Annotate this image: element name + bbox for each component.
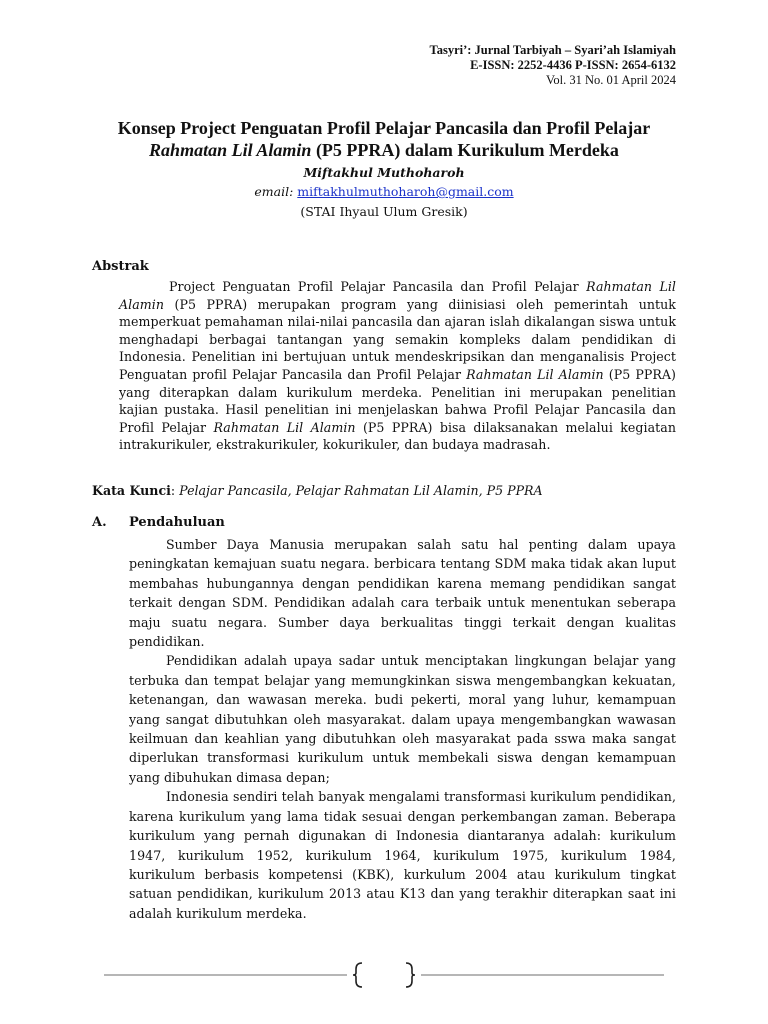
abstract-italic-term: Rahmatan Lil Alamin [213, 419, 356, 435]
abstract-text: (P5 PPRA) bisa dilaksanakan melalui kegiatan intrakurikuler, ekstrakurikuler, kokurikuler, dan budaya madrasah. [119, 419, 676, 453]
abstract-text: Project Penguatan Profil Pelajar Pancasila dan Profil Pelajar [169, 279, 587, 294]
keywords-colon: : [170, 483, 180, 498]
abstract-text: (P5 PPRA) yang diterapkan dalam kurikulum merdeka. Penelitian ini merupakan penelitian kajian pustaka. Hasil penelitian ini menjelaskan bahwa Profil Pelajar Pancasila dan Profil Pelajar [119, 366, 677, 435]
title-line-1: Konsep Project Penguatan Profil Pelajar Pancasila dan Profil Pelajar [117, 118, 651, 138]
keywords-value: Pelajar Pancasila, Pelajar Rahmatan Lil Alamin, P5 PPRA [179, 483, 543, 498]
email-label: email: [254, 184, 298, 199]
keywords-label: Kata Kunci [92, 483, 171, 498]
footer-ornament [104, 958, 664, 998]
journal-name: Tasyri’: Jurnal Tarbiyah – Syari’ah Islamiyah [429, 43, 676, 57]
body-paragraph-2: Pendidikan adalah upaya sadar untuk menciptakan lingkungan belajar yang terbuka dan tempat belajar yang memungkinkan siswa mengembangkan kekuatan, ketenangan, dan wawasan mereka. budi pekerti, moral yang luhur, kemampuan yang sangat dibutuhkan oleh masyarakat. dalam upaya mengembangkan wawasan keilmuan dan keahlian yang dibutuhkan oleh masyarakat pada sswa maka sangat diperlukan transformasi kurikulum untuk membekali siswa dengan kemampuan yang dibuhukan dimasa depan; [129, 653, 676, 785]
abstract-italic-term: Rahmatan Lil Alamin [466, 366, 604, 382]
keywords [92, 483, 543, 498]
journal-header [430, 43, 676, 88]
body-paragraph-3: Indonesia sendiri telah banyak mengalami transformasi kurikulum pendidikan, karena kurikulum yang lama tidak sesuai dengan perkembangan zaman. Beberapa kurikulum yang pernah digunakan di Indonesia diantaranya adalah: kurikulum 1947, kurikulum 1952, kurikulum 1964, kurikulum 1975, kurikulum 1984, kurikulum berbasis kompetensi (KBK), kurkulum 2004 atau kurikulum tingkat satuan pendidikan, kurikulum 2013 atau K13 dan yang terakhir diterapkan saat ini adalah kurikulum merdeka. [129, 789, 676, 921]
section-title: Pendahuluan [129, 515, 225, 530]
body-paragraph-1: Sumber Daya Manusia merupakan salah satu hal penting dalam upaya peningkatan kemajuan suatu negara. berbicara tentang SDM maka tidak akan luput membahas hubungannya dengan pendidikan karena memang pendidikan sangat terkait dengan SDM. Pendidikan adalah cara terbaik untuk menentukan seberapa maju suatu negara. Sumber daya berkualitas tinggi terkait dengan kualitas pendidikan. [129, 537, 676, 650]
journal-issn: E-ISSN: 2252-4436 P-ISSN: 2654-6132 [470, 58, 676, 72]
abstract-paragraph [119, 278, 676, 454]
journal-volume: Vol. 31 No. 01 April 2024 [546, 73, 676, 87]
abstract-heading: Abstrak [92, 259, 149, 274]
page-footer [104, 958, 664, 998]
author-email-line [92, 182, 676, 201]
abstract-body [119, 278, 676, 454]
author-name: Miftakhul Muthoharoh [303, 165, 465, 180]
footer-bracket-right [406, 963, 415, 987]
abstract-italic-term: Rahmatan Lil Alamin [119, 279, 677, 312]
author-block [92, 163, 676, 221]
email-link[interactable]: miftakhulmuthoharoh@gmail.com [297, 184, 514, 199]
title-line-2-rest: (P5 PPRA) dalam Kurikulum Merdeka [311, 140, 619, 160]
title-line-2 [92, 139, 676, 161]
footer-bracket-left [353, 963, 362, 987]
section-body [129, 535, 676, 923]
paper-title [92, 117, 676, 161]
abstract-text: (P5 PPRA) merupakan program yang diinisiasi oleh pemerintah untuk memperkuat pemahaman nilai-nilai pancasila dan ajaran islah dikalangan siswa untuk menghadapi berbagai tantangan yang semakin kompleks dalam pendidikan di Indonesia. Penelitian ini bertujuan untuk mendeskripsikan dan menganalisis Project Penguatan profil Pelajar Pancasila dan Profil Pelajar [119, 296, 676, 382]
title-italic-term: Rahmatan Lil Alamin [149, 140, 312, 160]
section-number: A. [92, 515, 107, 530]
author-affiliation: (STAI Ihyaul Ulum Gresik) [300, 204, 468, 219]
